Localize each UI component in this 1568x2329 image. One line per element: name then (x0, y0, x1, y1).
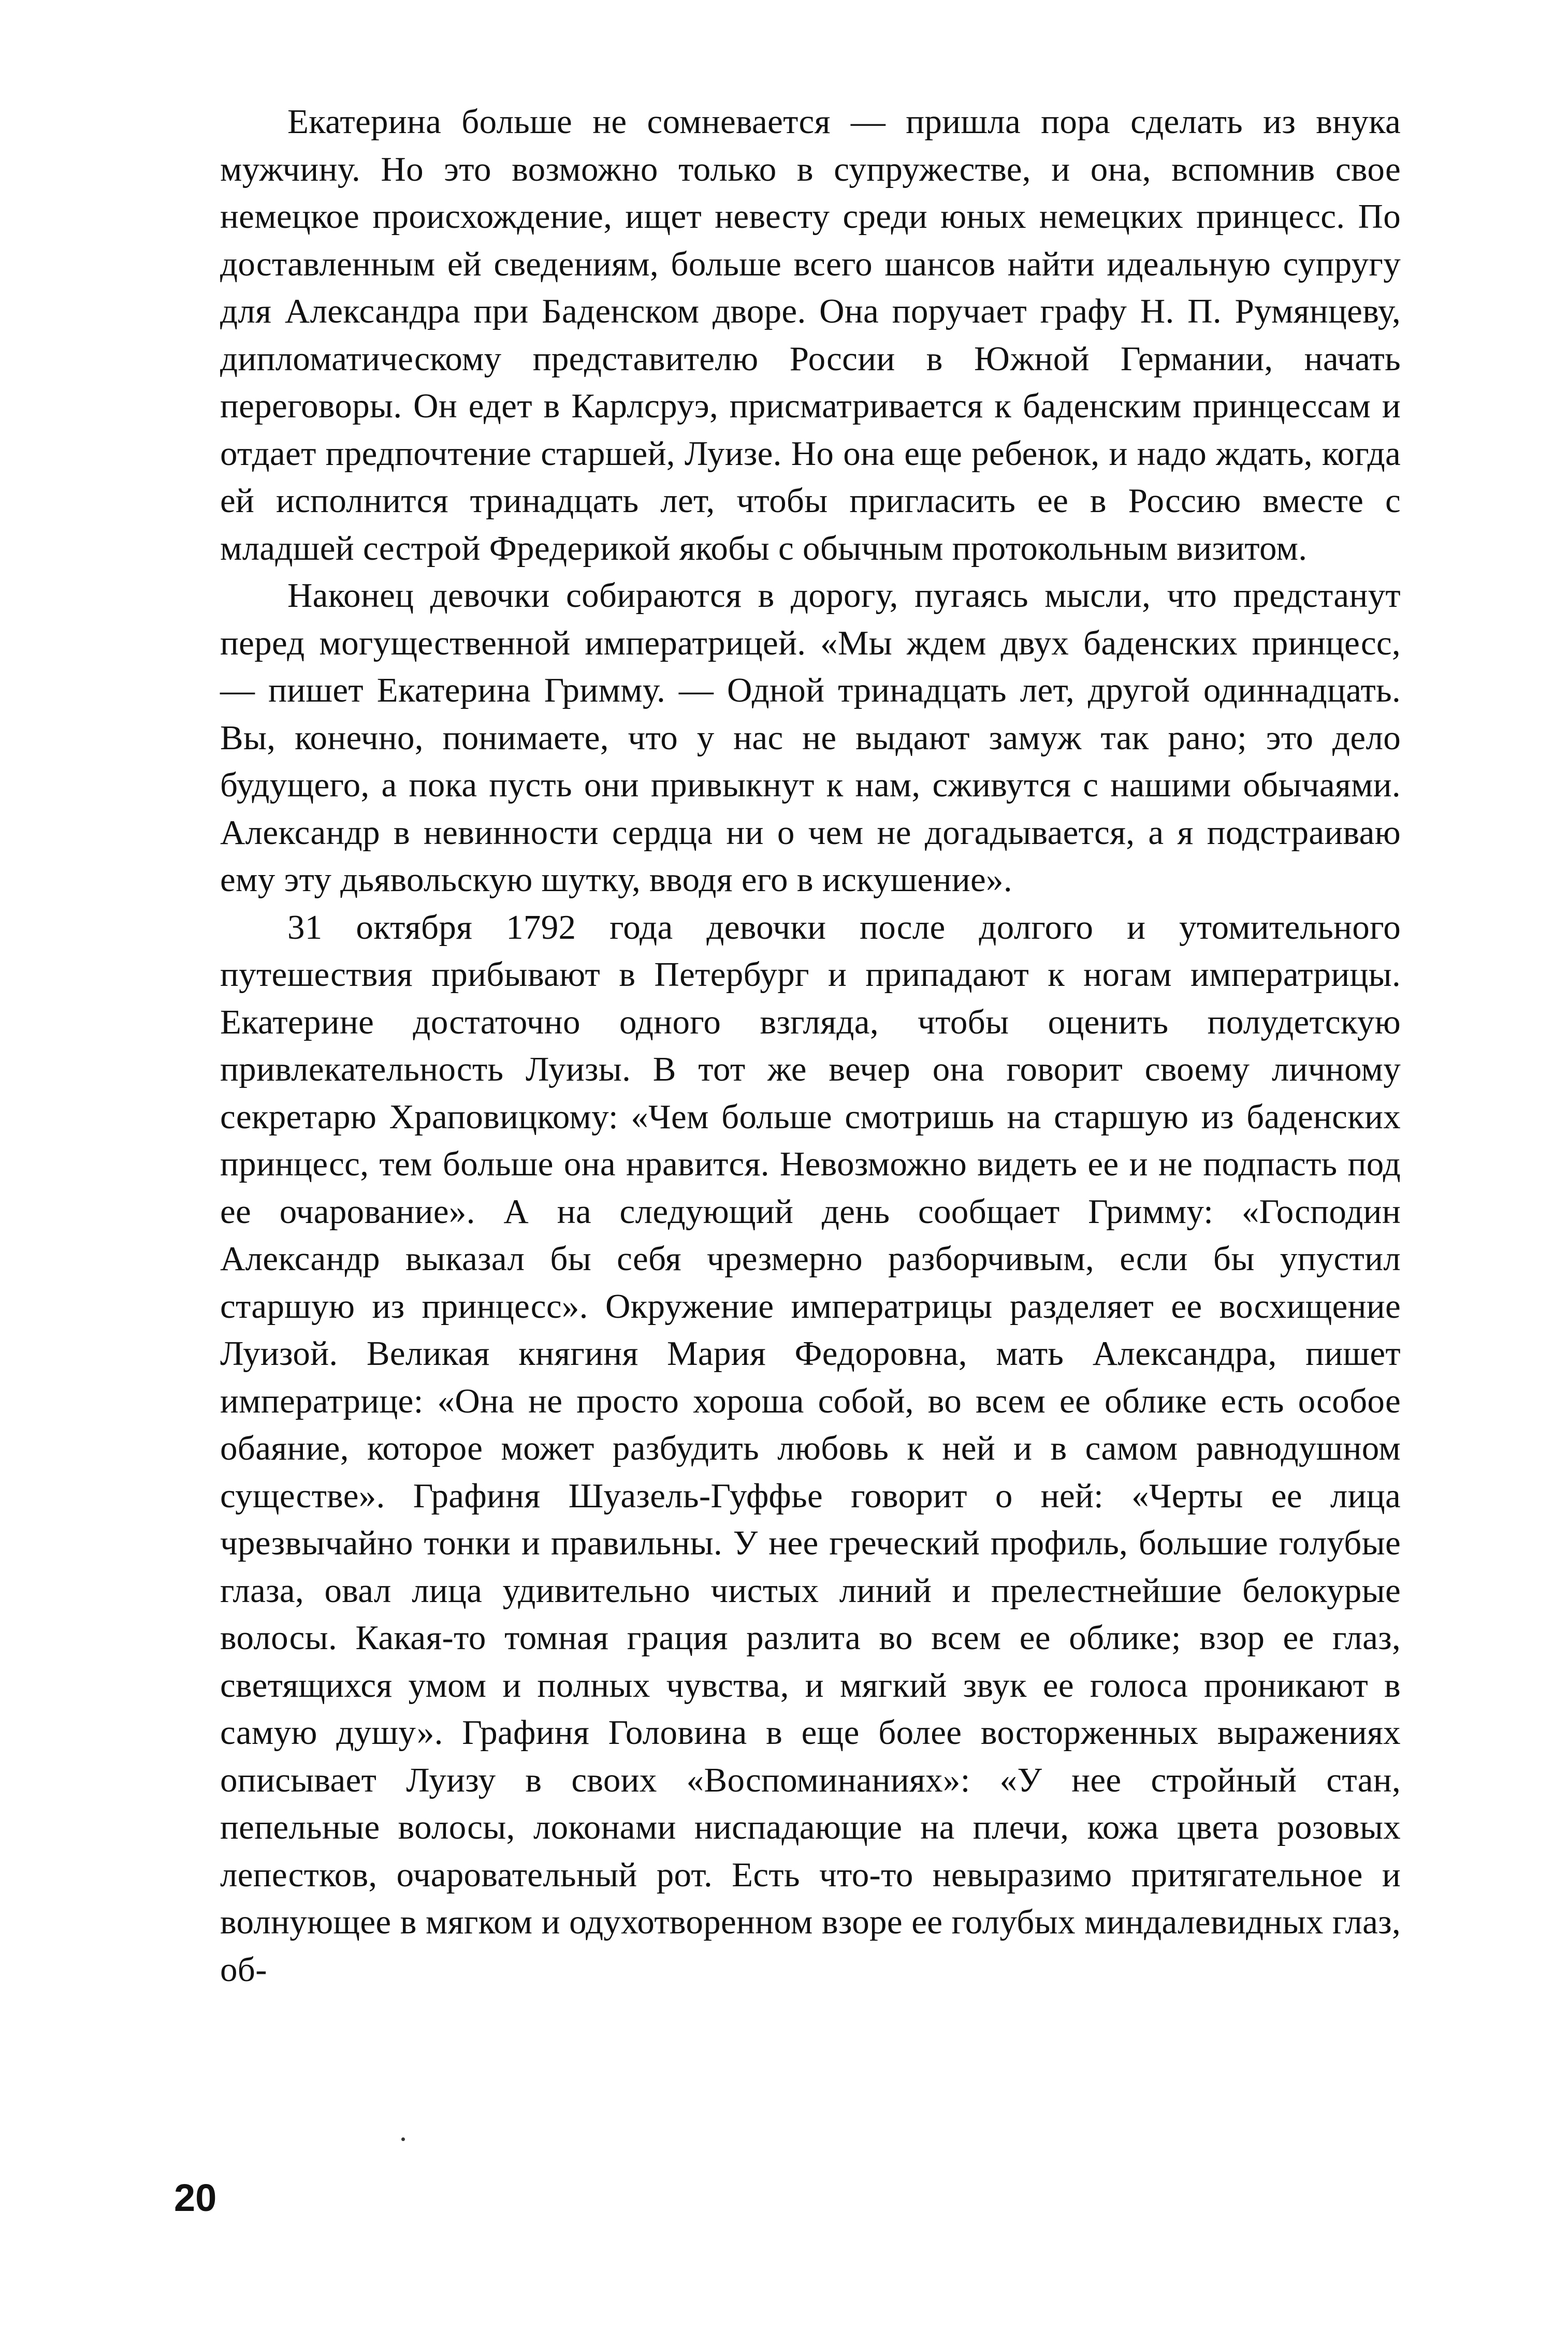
paragraph-1: Екатерина больше не сомневается — пришла пора сделать из внука мужчину. Но это возможно только в супружестве, и она, вспомнив свое немецкое происхождение, ищет невесту среди юных немецких принцесс. По доставленным ей сведениям, больше всего шансов найти идеальную супругу для Александра при Баденском дворе. Она поручает графу Н. П. Румянцеву, дипломатическому представителю России в Южной Германии, начать переговоры. Он едет в Карлсруэ, присматривается к баденским принцессам и отдает предпочтение старшей, Луизе. Но она еще ребенок, и надо ждать, когда ей исполнится тринадцать лет, чтобы пригласить ее в Россию вместе с младшей сестрой Фредерикой якобы с обычным протокольным визитом. (220, 103, 1401, 567)
print-speck (401, 2137, 405, 2141)
paragraph-3: 31 октября 1792 года девочки после долгого и утомительного путешествия прибывают в Петербург и припадают к ногам императрицы. Екатерине достаточно одного взгляда, чтобы оценить полудетскую привлекательность Луизы. В тот же вечер она говорит своему личному секретарю Храповицкому: «Чем больше смотришь на старшую из баденских принцесс, тем больше она нравится. Невозможно видеть ее и не подпасть под ее очарование». А на следующий день сообщает Гримму: «Господин Александр выказал бы себя чрезмерно разборчивым, если бы упустил старшую из принцесс». Окружение императрицы разделяет ее восхищение Луизой. Великая княгиня Мария Федоровна, мать Александра, пишет императрице: «Она не просто хороша собой, во всем ее облике есть особое обаяние, которое может разбудить любовь к ней и в самом равнодушном существе». Графиня Шуазель-Гуффье говорит о ней: «Черты ее лица чрезвычайно тонки и правильны. У нее греческий профиль, большие голубые глаза, овал лица удивительно чистых линий и прелестнейшие белокурые волосы. Какая-то томная грация разлита во всем ее облике; взор ее глаз, светящихся умом и полных чувства, и мягкий звук ее голоса проникают в самую душу». Графиня Головина в еще более восторженных выражениях описывает Луизу в своих «Воспоминаниях»: «У нее стройный стан, пепельные волосы, локонами ниспадающие на плечи, кожа цвета розовых лепестков, очаровательный рот. Есть что-то невыразимо притягательное и волнующее в мягком и одухотворенном взоре ее голубых миндалевидных глаз, об- (220, 908, 1401, 1989)
page-number: 20 (174, 2176, 217, 2219)
page-body (220, 98, 1401, 1993)
paragraph-2: Наконец девочки собираются в дорогу, пугаясь мысли, что предстанут перед могущественной императрицей. «Мы ждем двух баденских принцесс, — пишет Екатерина Гримму. — Одной тринадцать лет, другой одиннадцать. Вы, конечно, понимаете, что у нас не выдают замуж так рано; это дело будущего, а пока пусть они привыкнут к нам, сживутся с нашими обычаями. Александр в невинности сердца ни о чем не догадывается, а я подстраиваю ему эту дьявольскую шутку, вводя его в искушение». (220, 576, 1401, 899)
